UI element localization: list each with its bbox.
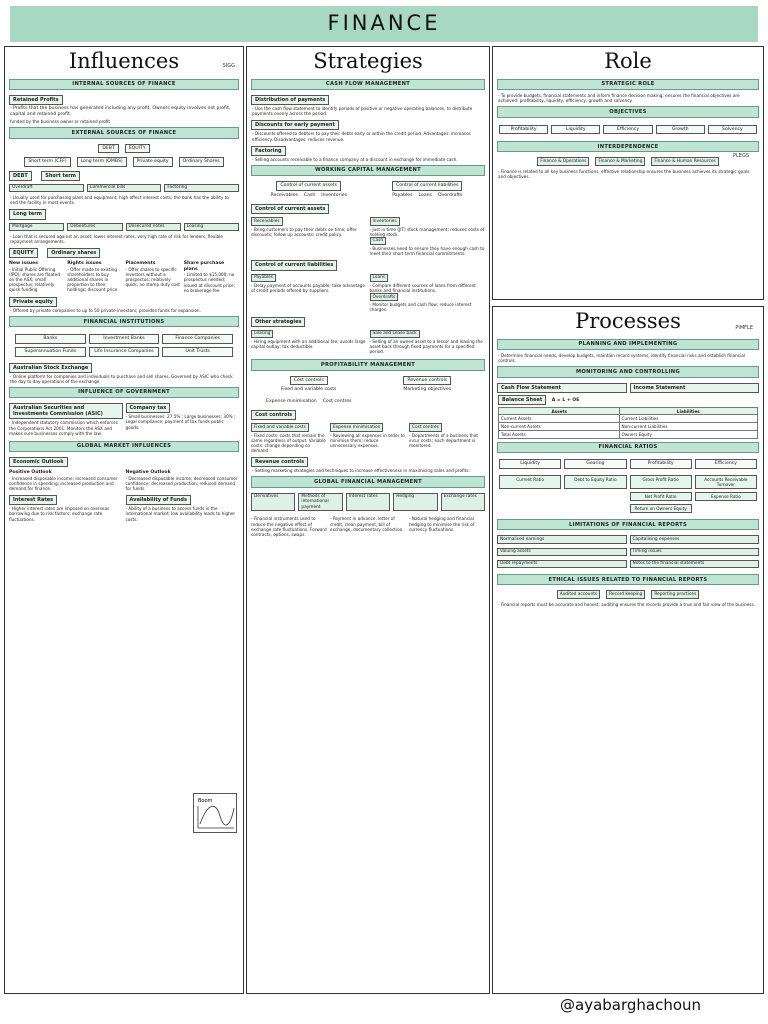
cost-controls-branch [251,376,367,407]
revenue-child: Marketing objectives [403,387,452,393]
overdrafts-label: Overdrafts [370,293,399,301]
hedging-text: - Natural hedging and financial hedging to minimise the risk of currency fluctuations. [409,516,475,532]
global-fin-item: Derivatives [251,493,295,512]
interest-rates-text: - Higher interest rates are imposed on overseas borrowing due to risk factors; exchange rate fluctuations. [9,506,110,522]
liability-child: Payables [392,192,413,198]
role-heading: Role [598,49,658,75]
factoring-label: Factoring [251,146,286,156]
institution-node: Investment Banks [89,334,160,344]
retained-profits-label: Retained Profits [9,95,63,105]
working-capital-banner: WORKING CAPITAL MANAGEMENT [251,165,485,176]
debt-child: Long term (OMBS) [77,157,127,167]
company-tax-label: Company tax [126,403,171,413]
negative-outlook-label: Negative Outlook [125,470,171,476]
cost-children [251,385,367,406]
cycle-label: Boom [198,798,213,804]
limitations-grid [493,533,763,571]
objectives-banner: OBJECTIVES [497,106,759,117]
economic-outlook-label: Economic Outlook [9,457,68,467]
inventories-block [370,217,486,256]
interdependence-item: Finance & Operations [537,157,589,165]
profitability-tree [247,374,489,409]
company-tax-text: - Small businesses: 27.5% ; Large businesses: 30% ; Legal compliance; payment of tax funds public goods. [125,414,236,430]
processes-column [492,306,764,994]
overdrafts-text: - Monitor budgets and cash flow; reduce interest charges. [369,302,472,313]
limitation-item: Capitalising expenses [630,535,760,543]
discounts-text: - Discounts offered to debtors to pay their debts early or within the credit period. Advantages: increases efficiency. Disadvantages: reduces revenue. [252,131,471,142]
short-term-item: Overdraft [9,184,84,192]
availability-text: - Ability of a business to access funds in the international market; low availability leads to higher costs. [125,506,236,522]
influences-corner-tag: SIGG [222,63,235,69]
payables-text: - Delay payment of accounts payable; take advantage of credit periods offered by suppliers. [251,282,365,293]
institution-node: Banks [15,334,86,344]
share-type: Placements [125,261,156,267]
balance-sheet-label: Balance Sheet [498,395,546,405]
control-current-liabilities-label: Control of current liabilities [251,260,337,270]
cost-controls-label: Cost controls [251,410,296,420]
inventories-text: - Just in time (JIT) stock management; reduces costs of holding stock. [369,226,485,237]
limitation-item: Normalised earnings [497,535,627,543]
global-market-banner: GLOBAL MARKET INFLUENCES [9,441,239,452]
asset-child: Cash [303,192,316,198]
institution-node: Superannuation Funds [15,347,86,357]
sale-leaseback-block [370,330,486,355]
leasing-block [251,330,367,355]
short-term-label: Short term [41,171,80,181]
ratio-group: Gearing [564,459,626,469]
ethical-item: Audited accounts [557,590,600,598]
payables-label: Payables [251,274,276,282]
positive-outlook-label: Positive Outlook [9,470,52,476]
asic-block [9,403,123,436]
strategies-column [246,46,490,994]
income-statement-label: Income Statement [630,383,760,393]
institution-node: Finance Companies [162,334,233,344]
long-term-items [5,221,243,234]
control-liabilities-node: Control of current liabilities [392,181,462,191]
share-type-col [126,261,181,293]
ratio-group: Efficiency [695,459,757,469]
cost-controls-grid [247,421,489,455]
ratio-names [493,472,763,517]
assets-detail-grid [247,215,489,258]
short-term-item: Commercial bills [87,184,162,192]
share-type: Share purchase plans [183,261,225,272]
cost-centres-text: - Departments of a business that incur costs; each department is monitored. [409,432,479,448]
planning-text: - Determine financial needs, develop budgets, maintain record systems, identify financial risks and establish financial controls. [498,352,746,364]
table-cell: Owners Equity [620,430,758,438]
debt-equity-children [5,155,243,169]
global-fin-banner: GLOBAL FINANCIAL MANAGEMENT [251,476,485,487]
cost-child: Cost centres [322,398,352,404]
ratio-box: Current Ratio [499,475,561,489]
loans-text: - Compare different sources of loans from different banks and financial institutions. [369,282,476,293]
cash-flow-statement-label: Cash Flow Statement [497,383,627,393]
control-assets-node: Control of current assets [276,181,341,191]
financial-ratios-banner: FINANCIAL RATIOS [497,442,759,453]
inventories-label: Inventories [370,217,400,225]
objectives-grid [493,121,763,139]
sale-leaseback-text: - Selling of an owned asset to a lessor and leasing the asset back through fixed payments for a specified period. [369,338,483,355]
ratio-groups [493,456,763,472]
funded-note: funded by the business owner or retained profit [10,119,111,125]
statements-grid [493,381,763,395]
asset-child: Receivables [270,192,298,198]
objective-node: Liquidity [551,125,600,135]
share-text: - Offer shares to specific investors without a prospectus; relatively quick; no stamp duty cost [125,266,180,288]
sale-leaseback-label: Sale and Lease back [370,330,420,338]
long-term-text: - Loan that is secured against an asset; lower interest rates, very high rate of risk for lenders, flexible repayment arrangements. [10,233,223,244]
debt-node: DEBT [98,144,118,154]
ordinary-shares-label: Ordinary shares [47,248,100,258]
receivables-block [251,217,367,256]
interdependence-item: Finance & Marketing [595,157,645,165]
table-header: Liabilities [620,407,758,415]
table-cell: Non-current Assets [499,423,620,431]
liabilities-detail-grid [247,272,489,315]
ethical-text: - Financial reports must be accurate and honest; auditing ensures the records provide a true and fair view of the business. [498,601,755,607]
share-text: - Initial Public Offering (IPO); shares are floated on the ASX; small prospectus; relatively quick funding [9,266,60,293]
objective-node: Growth [656,125,705,135]
ratio-box: Return on Owners Equity [630,504,692,513]
ethical-item: Record keeping [606,590,645,598]
global-fin-item: Hedging [393,493,437,512]
cycle-curve [200,806,234,825]
distribution-label: Distribution of payments [251,95,329,105]
positive-outlook-text: - Increased disposable income; increased consumer confidence in spending; increased production and demand for finance. [9,475,118,492]
expense-block [330,423,406,453]
limitation-item: Timing issues [630,548,760,556]
equity-child: Private equity [133,157,173,167]
cash-label: Cash [370,237,387,245]
planning-banner: PLANNING AND IMPLEMENTING [497,339,759,350]
share-type-col [9,261,64,293]
interest-rates-block [9,495,123,521]
cash-text: - Businesses need to ensure they have enough cash to meet their short term financial commitments. [369,246,485,257]
payment-text: - Payment in advance, letter of credit, clean payment, bill of exchange, documentary collection. [330,516,404,532]
table-header: Assets [499,407,620,415]
cost-centres-label: Cost centres [409,423,442,431]
revenue-controls-label: Revenue controls [251,457,308,467]
monitoring-banner: MONITORING AND CONTROLLING [497,366,759,377]
ratio-box: Net Profit Ratio [630,492,692,501]
factoring-text: - Selling accounts receivable to a finance company at a discount in exchange for immediate cash. [252,156,458,162]
ratio-spacer [499,492,561,501]
global-fin-item: Interest rates [346,493,390,512]
ratio-group: Liquidity [499,459,561,469]
share-text: - Offer made to existing shareholders to buy additional shares in proportion to their holdings; discount price [67,266,118,293]
liability-child: Overdrafts [437,192,463,198]
balance-sheet-formula: A = L + OE [551,397,580,403]
outlook-grid [5,468,243,493]
liabilities-branch [370,181,486,200]
debt-box: DEBT [9,171,32,181]
expense-label: Expense minimisation [330,423,383,431]
global-fin-item: Exchange rates [441,493,485,512]
ratio-box: Accounts Receivable Turnover [695,475,757,489]
objectives-tag: PLEGS [732,153,749,159]
table-header-row [499,407,757,415]
table-cell: Non-current Liabilities [620,423,758,431]
influences-heading: Influences [63,49,185,75]
strategic-role-text: - To provide budgets, financial statements and inform finance decision making; ensures the financial objectives are achieved: profitability, liquidity, efficiency, growth and solvency. [498,92,740,104]
balance-sheet-table [498,407,757,439]
equity-box: EQUITY [9,248,38,258]
ratio-spacer [499,504,561,513]
share-type: New issues [9,261,38,267]
table-cell: Current Assets [499,415,620,423]
ethical-item: Reporting practices [651,590,699,598]
table-row [499,423,757,431]
government-banner: INFLUENCE OF GOVERNMENT [9,387,239,398]
ratio-box: Gross Profit Ratio [630,475,692,489]
government-grid [5,401,243,438]
processes-heading: Processes [569,309,687,335]
long-term-item: Mortgage [9,223,64,231]
derivatives-text: - Financial instruments used to reduce the negative effect of exchange rate fluctuations. Forward contracts, options, swaps. [251,516,327,537]
global-grid [5,493,243,523]
short-term-text: - Usually used for purchasing plant and equipment; high effect interest costs; the bank has the ability to end the facility in most events. [10,195,229,206]
revenue-text: - Setting marketing strategies and techniques to increase effectiveness in maximising sales and profits. [252,468,470,474]
ethical-banner: ETHICAL ISSUES RELATED TO FINANCIAL REPORTS [497,574,759,585]
ratio-box: Expense Ratio [695,492,757,501]
leasing-text: - Hiring equipment with an additional fee; avoids large capital outlay; tax deductible. [251,338,366,349]
table-row [499,430,757,438]
fixed-costs-block [251,423,327,453]
share-type: Rights issues [67,261,102,267]
payables-block [251,274,367,313]
other-strategies-label: Other strategies [251,317,305,327]
long-term-item: Debentures [67,223,122,231]
share-types [5,259,243,295]
interdependence-items [493,155,763,168]
cycle-axes [198,806,234,828]
ratio-group: Profitability [630,459,692,469]
loans-label: Loans [370,274,389,282]
table-cell: Current Liabilities [620,415,758,423]
limitations-banner: LIMITATIONS OF FINANCIAL REPORTS [497,519,759,530]
influences-column [4,46,244,994]
business-cycle-sketch [193,793,237,833]
share-text: - Limited to $15,000; no prospectus needed; issued at discount price; no brokerage fee [183,272,236,293]
global-fin-items [247,491,489,515]
strategies-heading: Strategies [307,49,429,75]
long-term-item: Leasing [184,223,239,231]
asic-text: - Independent statutory commission which enforces the Corporations Act 2001. Monitors the ASX and makes sure businesses comply with the law. [9,420,118,436]
long-term-item: Unsecured notes [126,223,181,231]
external-sources-banner: EXTERNAL SOURCES OF FINANCE [9,127,239,138]
short-term-items [5,182,243,195]
discounts-label: Discounts for early payment [251,120,339,130]
share-type-col [184,261,239,293]
receivables-text: - Bring customers to pay their debts on time; offer discounts; follow up accounts; credit policy. [251,226,357,237]
asx-label: Australian Stock Exchange [9,363,92,373]
cash-flow-banner: CASH FLOW MANAGEMENT [251,79,485,90]
page-title-bar [10,6,758,42]
control-current-assets-label: Control of current assets [251,204,329,214]
institution-node: Life Insurance Companies [89,347,160,357]
availability-block [126,495,240,521]
institution-node: Unit Trusts [162,347,233,357]
working-capital-tree [247,179,489,202]
loans-block [370,274,486,313]
company-tax-block [126,403,240,436]
interdependence-item: Finance & Human Resources [651,157,718,165]
table-row [499,415,757,423]
equity-node: EQUITY [125,144,150,154]
interdependence-text: - Finance is related to all key business functions; effective relationship ensures the business achieves its strategic goals and objectives. [498,168,750,179]
strategic-role-banner: STRATEGIC ROLE [497,79,759,90]
limitation-item: Valuing assets [497,548,627,556]
revenue-controls-node: Revenue controls [403,376,451,386]
table-cell: Total Assets [499,430,620,438]
global-fin-item: Methods of international payment [298,493,342,512]
objective-node: Efficiency [603,125,652,135]
asic-label: Australian Securities and Investments Commission (ASIC) [9,403,123,419]
expense-text: - Reviewing all expenses in order to minimise them; reduce unnecessary expenses. [330,432,405,448]
negative-outlook-block [126,470,240,491]
page-title: FINANCE [327,11,441,36]
negative-outlook-text: - Decreased disposable income; decreased consumer confidence; decreased production; reduced demand for funds. [125,475,238,492]
cost-controls-node: Cost controls [290,376,328,386]
institutions-grid [5,330,243,360]
retained-profits-text: - Profits that the business has generated including any profit. Owners equity involves not profit, capital and retained profit. [10,106,231,117]
availability-label: Availability of Funds [126,495,191,505]
long-term-label: Long term [9,209,46,219]
balance-sheet-row [493,395,763,405]
positive-outlook-block [9,470,123,491]
limitation-item: Notes to the financial statements [630,560,760,568]
global-fin-text-grid [247,514,489,539]
fixed-costs-text: - Fixed costs: costs that remain the same regardless of output. Variable costs: change depending on demand. [251,432,326,454]
distribution-text: - Use the cash flow statement to identify periods of positive or negative operating balances, to distribute payments evenly across the period. [252,106,473,117]
leasing-label: Leasing [251,330,273,338]
debt-equity-tree [5,142,243,156]
assets-branch [251,181,367,200]
revenue-controls-branch [370,376,486,407]
processes-corner-tag: PIMFLE [735,325,753,331]
limitation-item: Debt repayments [497,560,627,568]
ethical-items [493,588,763,601]
ratio-spacer [564,492,626,501]
profitability-banner: PROFITABILITY MANAGEMENT [251,359,485,370]
revenue-children [370,385,486,395]
interest-rates-label: Interest Rates [9,495,57,505]
cost-centres-block [409,423,485,453]
equity-child: Ordinary Shares [179,157,224,167]
assets-children [251,191,367,201]
objective-node: Solvency [708,125,757,135]
financial-institutions-banner: FINANCIAL INSTITUTIONS [9,316,239,327]
internal-sources-banner: INTERNAL SOURCES OF FINANCE [9,79,239,90]
asset-child: Inventories [321,192,347,198]
debt-child: Short term (CFF) [24,157,70,167]
cost-child: Expense minimisation [266,398,317,404]
liabilities-children [370,191,486,201]
role-column [492,46,764,300]
other-strategies-grid [247,328,489,357]
private-equity-text: - Offered by private companies to up to 50 private investors; provides funds for expansion. [10,307,201,313]
cost-child: Fixed and variable costs [281,387,337,393]
ratio-box: Debt to Equity Ratio [564,475,626,489]
objective-node: Profitability [499,125,548,135]
interdependence-banner: INTERDEPENDENCE [497,141,759,152]
short-term-item: Factoring [164,184,239,192]
receivables-label: Receivables [251,217,283,225]
asx-text: - Online platform for companies and individuals to purchase and sell shares. Governed by ASIC who check the day to day operations of the exchange. [10,373,233,384]
liability-child: Loans [418,192,432,198]
ratio-spacer [564,504,626,513]
fixed-costs-label: Fixed and variable costs [251,423,309,431]
private-equity-label: Private equity [9,297,57,307]
author-signature: @ayabarghachoun [560,996,702,1014]
share-type-col [67,261,122,293]
